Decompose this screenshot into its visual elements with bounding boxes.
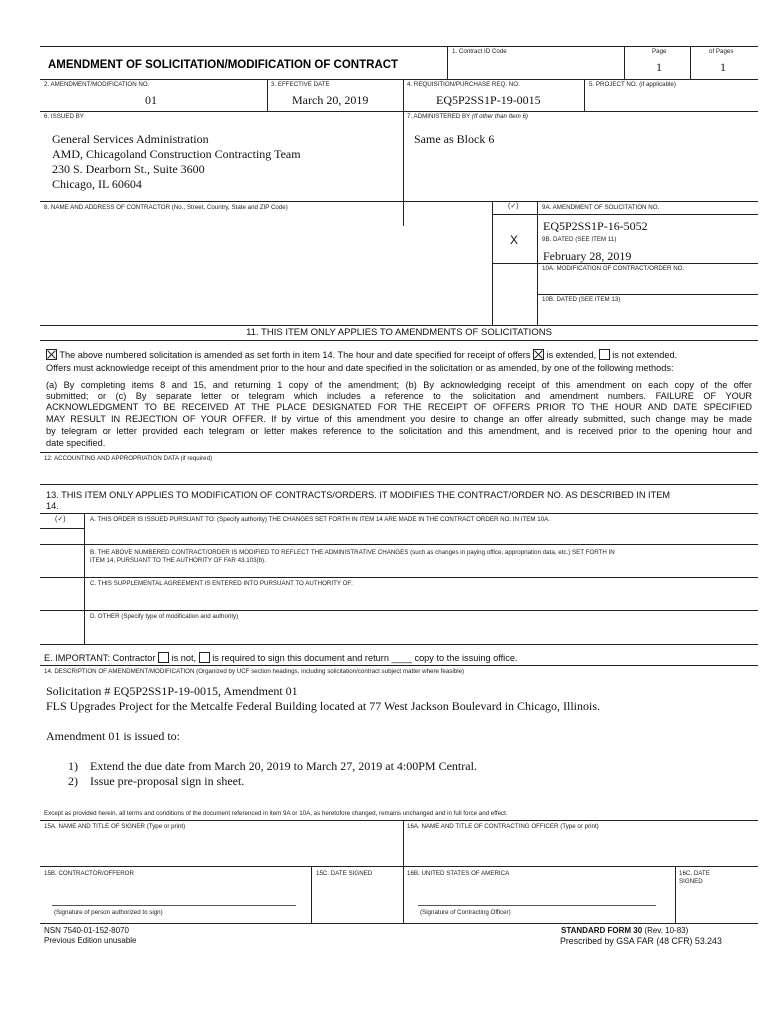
label-16b: 16B. UNITED STATES OF AMERICA	[407, 870, 510, 877]
item-14-text-2: Issue pre-proposal sign in sheet.	[90, 774, 245, 788]
block-9a-label: 9A. AMENDMENT OF SOLICITATION NO.	[542, 204, 660, 211]
issued-by-line-4: Chicago, IL 60604	[52, 177, 142, 191]
amendment-no-label: 2. AMENDMENT/MODIFICATION NO.	[44, 81, 150, 88]
item-11-para-5: by telegram or letter provided each telegram or letter makes reference to the solicitation and this amendment, and is received prior to the opening hour and	[46, 426, 752, 436]
effective-date-label: 3. EFFECTIVE DATE	[271, 81, 330, 88]
item-11-para-4: MAY RESULT IN REJECTION OF YOUR OFFER. If by virtue of this amendment you desire to change an offer already submitted, such change may be made	[46, 414, 752, 424]
label-16c-2: SIGNED	[679, 878, 703, 885]
item-11-line-1: The above numbered solicitation is amended as set forth in item 14. The hour and date specified for receipt of offers is extended, is not extended.	[46, 349, 677, 361]
item-14-num-2: 2)	[68, 774, 78, 788]
effective-date-value: March 20, 2019	[292, 93, 369, 107]
item-13-heading-2: 14.	[46, 501, 59, 511]
prescribed-by: Prescribed by GSA FAR (48 CFR) 53.243	[560, 936, 722, 946]
page-value: 1	[656, 60, 662, 74]
block-10a-label: 10A. MODIFICATION OF CONTRACT/ORDER NO.	[542, 265, 685, 272]
sig-person-caption: (Signature of person authorized to sign)	[54, 909, 163, 916]
item-13-check-header: (✓)	[55, 516, 66, 523]
amended-checkbox[interactable]	[46, 349, 57, 360]
item-11-heading: 11. THIS ITEM ONLY APPLIES TO AMENDMENTS OF SOLICITATIONS	[246, 327, 552, 338]
check-header: (✓)	[508, 203, 519, 210]
is-not-checkbox[interactable]	[158, 652, 169, 663]
item-12-label: 12. ACCOUNTING AND APPROPRIATION DATA (if required)	[44, 455, 213, 462]
contractor-label: 8. NAME AND ADDRESS OF CONTRACTOR (No., Street, Country, State and ZIP Code)	[44, 204, 288, 211]
item-11-line-2: Offers must acknowledge receipt of this amendment prior to the hour and date specified in the solicitation or as amended, by one of the following methods:	[46, 363, 674, 373]
block-9a-value: EQ5P2SS1P-16-5052	[543, 219, 648, 233]
item-13-a: A. THIS ORDER IS ISSUED PURSUANT TO: (Specify authority) THE CHANGES SET FORTH IN ITEM 14 ARE MADE IN THE CONTRACT ORDER NO. IN ITEM 10A.	[90, 516, 551, 523]
block-9b-value: February 28, 2019	[543, 249, 632, 263]
requisition-label: 4. REQUISITION/PURCHASE REQ. NO.	[407, 81, 520, 88]
item-14-text-1: Extend the due date from March 20, 2019 to March 27, 2019 at 4:00PM Central.	[90, 759, 477, 773]
contractor-signature-line[interactable]	[52, 905, 296, 906]
is-required-checkbox[interactable]	[199, 652, 210, 663]
item-14-line-2: FLS Upgrades Project for the Metcalfe Federal Building located at 77 West Jackson Boulevard in Chicago, Illinois.	[46, 699, 601, 713]
officer-signature-line[interactable]	[418, 905, 656, 906]
item-11-para-3: ACKNOWLEDGMENT TO BE RECEIVED AT THE PLACE DESIGNATED FOR THE RECEIPT OF OFFERS PRIOR TO THE HOUR AND DATE SPECIFIED	[46, 402, 752, 412]
issued-by-line-3: 230 S. Dearborn St., Suite 3600	[52, 162, 205, 176]
of-pages-label: of Pages	[709, 48, 734, 55]
of-pages-value: 1	[720, 60, 726, 74]
amendment-no-value: 01	[145, 93, 157, 107]
form-title: AMENDMENT OF SOLICITATION/MODIFICATION OF CONTRACT	[48, 59, 399, 71]
nsn-number: NSN 7540-01-152-8070	[44, 926, 129, 935]
item-11-para-1: (a) By completing items 8 and 15, and returning 1 copy of the amendment; (b) By acknowledging receipt of this amendment on each copy of the offer	[46, 380, 752, 390]
form-number: STANDARD FORM 30 (Rev. 10-83)	[561, 926, 689, 935]
important-line: E. IMPORTANT: Contractor is not, is required to sign this document and return ____ copy to the issuing office.	[44, 653, 518, 663]
administered-by-note: (If other than Item 6)	[471, 113, 528, 120]
administered-by-label: 7. ADMINISTERED BY (If other than Item 6)	[407, 113, 528, 120]
item-14-num-1: 1)	[68, 759, 78, 773]
item-13-c: C. THIS SUPPLEMENTAL AGREEMENT IS ENTERED INTO PURSUANT TO AUTHORITY OF:	[90, 580, 353, 587]
contract-id-label: 1. Contract ID Code	[452, 48, 507, 55]
page-label: Page	[652, 48, 667, 55]
issued-by-line-2: AMD, Chicagoland Construction Contracting Team	[52, 147, 301, 161]
item-14-label: 14. DESCRIPTION OF AMENDMENT/MODIFICATION (Organized by UCF section headings, including solicitation/contract subject matter where feasible)	[44, 668, 465, 675]
block-9-check-mark: X	[510, 233, 519, 247]
extended-checkbox[interactable]	[533, 349, 544, 360]
except-text: Except as provided herein, all terms and conditions of the document referenced in item 9A or 10A, as heretofore changed, remains unchanged and in full force and effect.	[44, 810, 508, 817]
item-11-para-6: date specified.	[46, 438, 106, 448]
label-16c-1: 16C. DATE	[679, 870, 710, 877]
label-15b: 15B. CONTRACTOR/OFFEROR	[44, 870, 134, 877]
sig-officer-caption: (Signature of Contracting Officer)	[420, 909, 511, 916]
not-extended-checkbox[interactable]	[599, 349, 610, 360]
issued-by-label: 6. ISSUED BY	[44, 113, 84, 120]
label-16a: 16A. NAME AND TITLE OF CONTRACTING OFFICER (Type or print)	[407, 823, 599, 830]
item-13-heading: 13. THIS ITEM ONLY APPLIES TO MODIFICATION OF CONTRACTS/ORDERS. IT MODIFIES THE CONTRACT/ORDER NO. AS DESCRIBED IN ITEM	[46, 490, 670, 500]
issued-by-line-1: General Services Administration	[52, 132, 209, 146]
label-15c: 15C. DATE SIGNED	[316, 870, 373, 877]
item-14-line-1: Solicitation # EQ5P2SS1P-19-0015, Amendment 01	[46, 684, 298, 698]
item-14-line-3: Amendment 01 is issued to:	[46, 729, 180, 743]
block-9b-label: 9B. DATED (SEE ITEM 11)	[542, 236, 617, 243]
item-11-para-2: submitted; or (c) By separate letter or telegram which includes a reference to the solicitation and amendment numbers. FAILURE OF YOUR	[46, 391, 752, 401]
previous-edition-note: Previous Edition unusable	[44, 936, 137, 945]
item-13-d: D. OTHER (Specify type of modification and authority)	[90, 613, 239, 620]
label-15a: 15A. NAME AND TITLE OF SIGNER (Type or print)	[44, 823, 186, 830]
top-rule	[40, 46, 758, 47]
item-13-b-2: ITEM 14, PURSUANT TO THE AUTHORITY OF FAR 43.103(b).	[90, 557, 266, 564]
project-no-label: 5. PROJECT NO. (if applicable)	[589, 81, 676, 88]
item-13-b-1: B. THE ABOVE NUMBERED CONTRACT/ORDER IS MODIFIED TO REFLECT THE ADMINISTRATIVE CHANGES (such as changes in paying office, appropriation data, etc.) SET FORTH IN	[90, 549, 615, 556]
block-10b-label: 10B. DATED (SEE ITEM 13)	[542, 296, 621, 303]
requisition-value: EQ5P2SS1P-19-0015	[436, 93, 541, 107]
administered-by-value: Same as Block 6	[414, 132, 495, 146]
